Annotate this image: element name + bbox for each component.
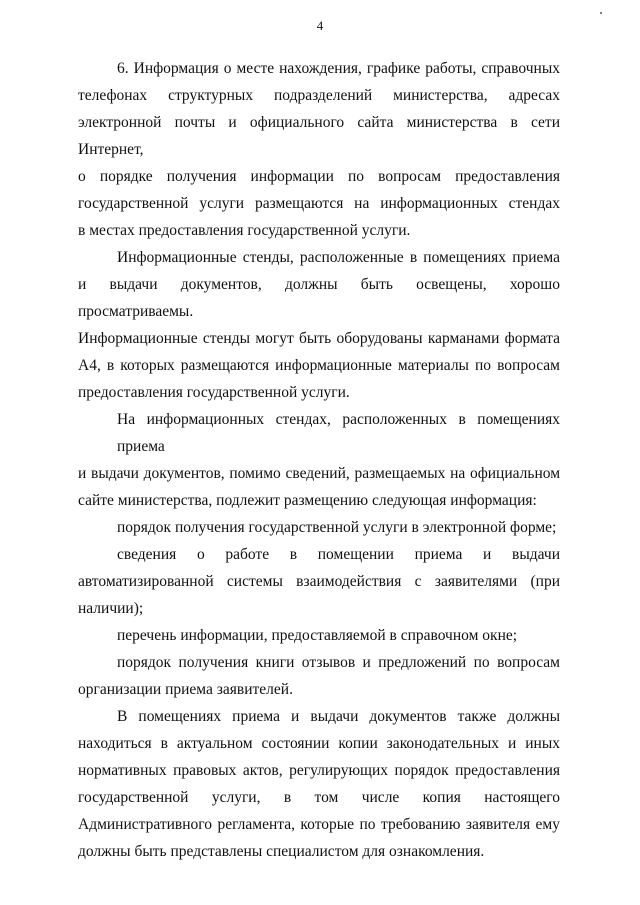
text-line: электронной почты и официального сайта министерства в сети Интернет, <box>78 114 560 158</box>
text-line: и выдачи документов, должны быть освещены, хорошо просматриваемы. <box>78 276 560 320</box>
text-line: порядок получения книги отзывов и предложений по вопросам <box>117 654 560 671</box>
document-body <box>78 55 560 865</box>
text-line: должны быть представлены специалистом для ознакомления. <box>78 843 485 860</box>
text-line: телефонах структурных подразделений министерства, адресах <box>78 87 560 104</box>
text-line: в местах предоставления государственной услуги. <box>78 222 411 239</box>
text-line: Информационные стенды, расположенные в помещениях приема <box>117 249 560 266</box>
scan-speck <box>600 12 602 14</box>
text-line: Административного регламента, которые по требованию заявителя ему <box>78 816 560 833</box>
text-line: автоматизированной системы взаимодействия с заявителями (при <box>78 573 560 590</box>
paragraph <box>78 55 560 244</box>
text-line: организации приема заявителей. <box>78 681 293 698</box>
text-line: В помещениях приема и выдачи документов также должны <box>117 708 560 725</box>
text-line: предоставления государственной услуги. <box>78 384 350 401</box>
text-line: государственной услуги, в том числе копия настоящего <box>78 789 560 806</box>
text-line: государственной услуги размещаются на информационных стендах <box>78 195 560 212</box>
text-line: нормативных правовых актов, регулирующих порядок предоставления <box>78 762 560 779</box>
text-line: о порядке получения информации по вопросам предоставления <box>78 168 560 185</box>
paragraph <box>78 406 560 514</box>
list-item <box>78 541 560 622</box>
page-number: 4 <box>316 18 324 33</box>
text-line: наличии); <box>78 600 144 617</box>
paragraph <box>78 244 560 406</box>
paragraph <box>78 703 560 865</box>
text-line: находиться в актуальном состоянии копии законодательных и иных <box>78 735 560 752</box>
text-line: А4, в которых размещаются информационные материалы по вопросам <box>78 357 560 374</box>
list-item <box>78 622 560 649</box>
text-line: порядок получения государственной услуги в электронной форме; <box>117 519 557 536</box>
list-item <box>78 649 560 703</box>
text-line: перечень информации, предоставляемой в справочном окне; <box>117 627 518 644</box>
list-item <box>78 514 560 541</box>
text-line: сайте министерства, подлежит размещению следующая информация: <box>78 492 537 509</box>
text-line: На информационных стендах, расположенных в помещениях приема <box>117 411 560 455</box>
text-line: сведения о работе в помещении приема и выдачи <box>117 546 560 563</box>
text-line: Информационные стенды могут быть оборудованы карманами формата <box>78 330 560 347</box>
text-line: и выдачи документов, помимо сведений, размещаемых на официальном <box>78 465 560 482</box>
text-line: 6. Информация о месте нахождения, графике работы, справочных <box>117 60 560 77</box>
